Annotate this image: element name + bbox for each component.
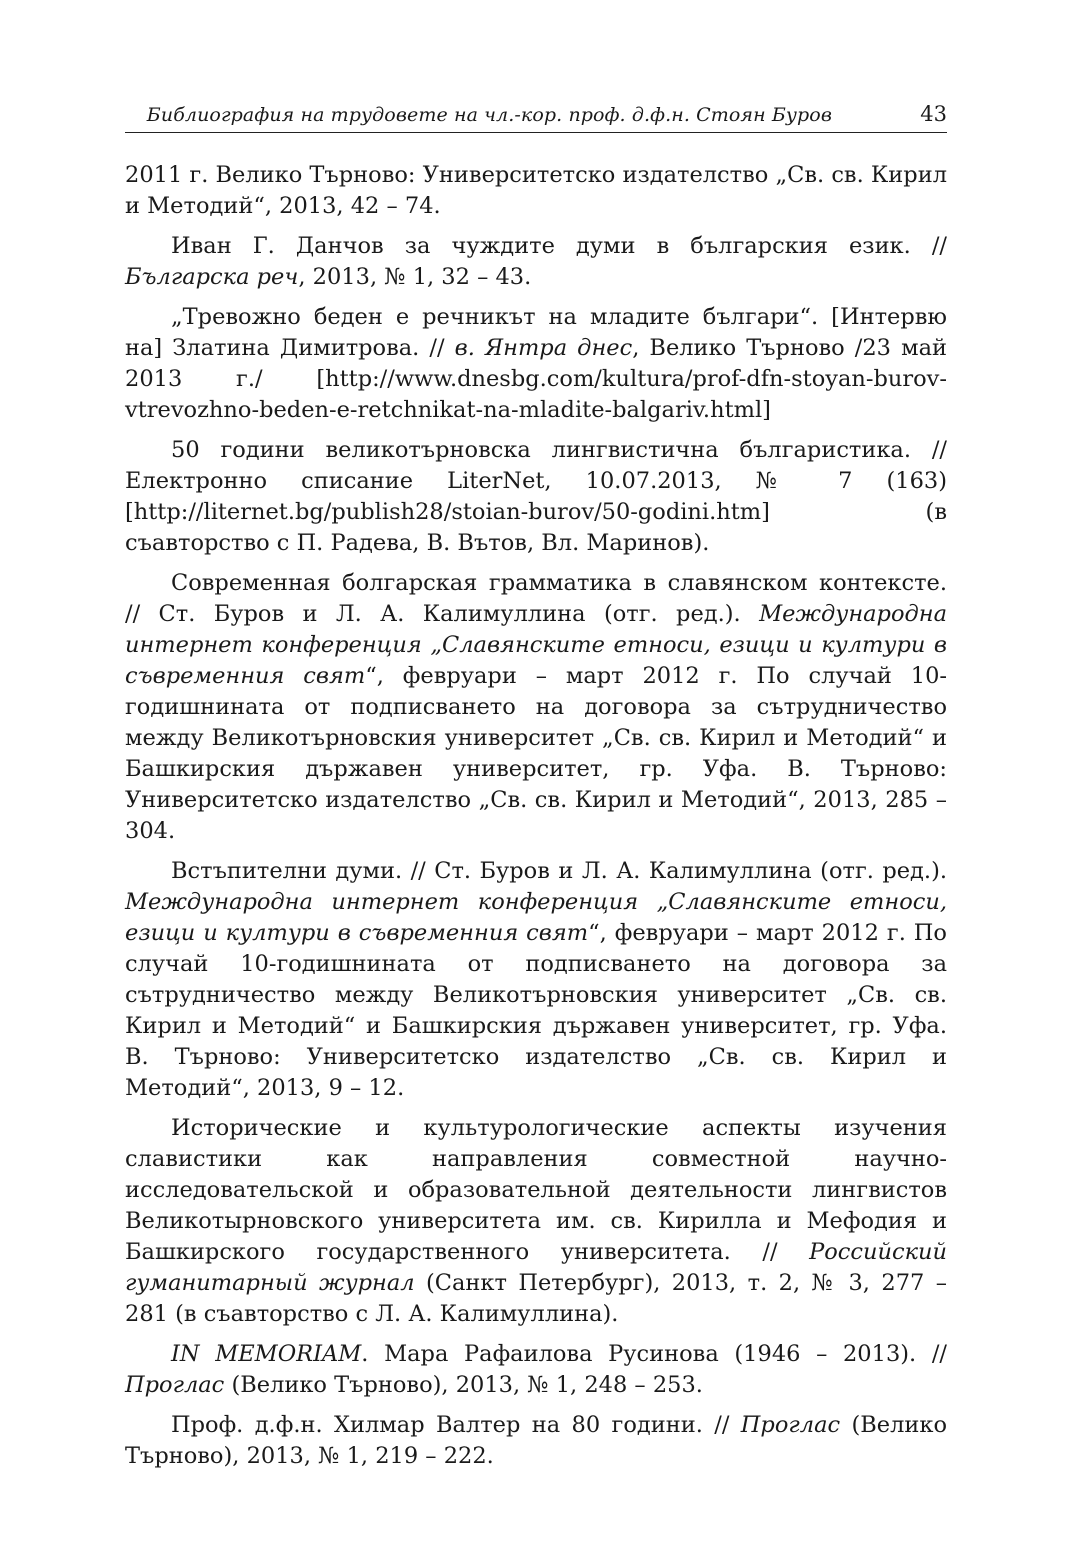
running-title: Библиография на трудовете на чл.-кор. проф. д.ф.н. Стоян Буров [146, 104, 832, 126]
entry-italic-text: Българска реч [125, 264, 299, 290]
entry-italic-text: Российский гуманитарный журнал [125, 1239, 947, 1296]
entry-text: . Мара Рафаилова Русинова (1946 – 2013). // [361, 1341, 947, 1367]
bibliography-entry [125, 302, 947, 426]
bibliography-entry [125, 1113, 947, 1330]
entry-text: 50 години великотърновска лингвистична българистика. // Електронно списание LiterNet, 10.07.2013, № 7 (163) [http://liternet.bg/publish28/stoian-burov/50-godini.htm] (в съавторство с П. Радева, В. Вътов, Вл. Маринов). [125, 437, 947, 556]
entry-text: Современная болгарская грамматика в славянском контексте. // Ст. Буров и Л. А. Калимуллина (отг. ред.). [125, 570, 947, 627]
bibliography-entry [125, 231, 947, 293]
bibliography-list [125, 160, 947, 1481]
entry-text: “, февруари – март 2012 г. По случай 10-годишнината от подписването на договора за сътрудничество между Великотърновския университет „Св. св. Кирил и Методий“ и Башкирския държавен университет, гр. Уфа. В. Търново: Университетско издателство „Св. св. Кирил и Методий“, 2013, 9 – 12. [125, 920, 947, 1101]
entry-text: “, февруари – март 2012 г. По случай 10-годишнината от подписването на договора за сътрудничество между Великотърновския университет „Св. св. Кирил и Методий“ и Башкирския държавен университет, гр. Уфа. В. Търново: Университетско издателство „Св. св. Кирил и Методий“, 2013, 285 – 304. [125, 663, 947, 844]
bibliography-entry [125, 435, 947, 559]
entry-italic-text: Международна интернет конференция „Славянските етноси, езици и култури в съвременния свят [125, 601, 947, 689]
entry-text: Иван Г. Данчов за чуждите думи в българския език. // [171, 233, 947, 259]
entry-text: (Велико Търново), 2013, № 1, 219 – 222. [125, 1412, 947, 1469]
entry-text: Проф. д.ф.н. Хилмар Валтер на 80 години. // [171, 1412, 741, 1438]
entry-italic-text: Проглас [740, 1412, 841, 1438]
bibliography-entry [125, 568, 947, 847]
entry-text: Встъпителни думи. // Ст. Буров и Л. А. Калимуллина (отг. ред.). [171, 858, 947, 884]
entry-italic-text: в. Янтра днес [454, 335, 633, 361]
entry-italic-text: Проглас [125, 1372, 225, 1398]
entry-italic-text: Международна интернет конференция „Славянските етноси, езици и култури в съвременния свят [125, 889, 947, 946]
entry-text: 2011 г. Велико Търново: Университетско издателство „Св. св. Кирил и Методий“, 2013, 42 – 74. [125, 162, 947, 219]
bibliography-entry [125, 160, 947, 222]
entry-text: (Санкт Петербург), 2013, т. 2, № 3, 277 – 281 (в съавторство с Л. А. Калимуллина). [125, 1270, 947, 1327]
entry-text: „Тревожно беден е речникът на младите българи“. [Интервю на] Златина Димитрова. // [125, 304, 947, 361]
entry-italic-text: IN MEMORIAM [171, 1341, 362, 1367]
bibliography-entry [125, 1410, 947, 1472]
entry-text: (Велико Търново), 2013, № 1, 248 – 253. [224, 1372, 703, 1398]
page-number: 43 [920, 102, 947, 126]
page-header [125, 100, 947, 133]
entry-text: , 2013, № 1, 32 – 43. [298, 264, 532, 290]
entry-text: Исторические и культурологические аспекты изучения славистики как направления совместной научно-исследовательской и образовательной деятельности лингвистов Великотырновского университета им. св. Кирилла и Мефодия и Башкирского государственного университета. // [125, 1115, 947, 1265]
bibliography-entry [125, 856, 947, 1104]
entry-text: , Велико Търново /23 май 2013 г./ [http://www.dnesbg.com/kultura/prof-dfn-stoyan-burov-vtrevozhno-beden-e-retchnikat-na-mladite-balgariv.html] [125, 335, 947, 423]
bibliography-entry [125, 1339, 947, 1401]
